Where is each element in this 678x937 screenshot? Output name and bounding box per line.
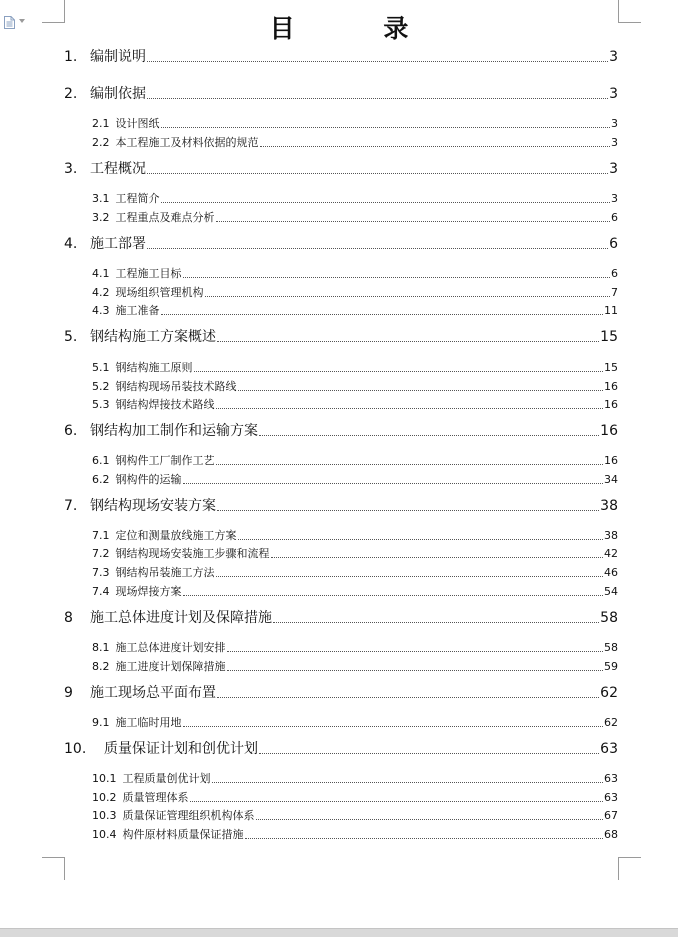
toc-entry-label xyxy=(92,454,215,468)
toc-entry-number: 10.3 xyxy=(92,809,117,822)
toc-page-number: 63 xyxy=(604,791,618,804)
toc-dot-leader xyxy=(259,434,599,436)
toc-entry-label xyxy=(92,398,215,412)
toc-dot-leader xyxy=(216,575,604,577)
toc-subentry[interactable] xyxy=(64,304,618,318)
toc-page-number: 7 xyxy=(611,286,618,299)
toc-subentry[interactable] xyxy=(64,267,618,281)
toc-entry-number: 10.1 xyxy=(92,772,117,785)
toc-entry-number: 7.2 xyxy=(92,547,110,560)
toc-entry-text: 定位和测量放线施工方案 xyxy=(115,529,237,542)
toc-entry-label xyxy=(64,740,258,758)
toc-entry-text: 钢结构加工制作和运输方案 xyxy=(90,423,258,439)
toc-subentry[interactable] xyxy=(64,828,618,842)
toc-entry-number: 5. xyxy=(64,329,78,345)
toc-page-number: 16 xyxy=(604,380,618,393)
toc-entry-label xyxy=(92,772,211,786)
toc-page-number: 3 xyxy=(611,192,618,205)
toc-entry-number: 7.1 xyxy=(92,529,110,542)
toc-entry-label xyxy=(92,267,182,281)
toc-page-number: 16 xyxy=(604,398,618,411)
toc-entry-number: 3.2 xyxy=(92,211,110,224)
toc-entry-text: 钢结构施工方案概述 xyxy=(90,329,216,345)
toc-heading-entry[interactable] xyxy=(64,497,618,515)
toc-subentry[interactable] xyxy=(64,211,618,225)
toc-entry-number: 3. xyxy=(64,161,78,177)
toc-subentry[interactable] xyxy=(64,286,618,300)
margin-corner-bottom-left xyxy=(42,857,65,880)
toc-page-number: 38 xyxy=(600,498,618,514)
toc-entry-number: 4.3 xyxy=(92,304,110,317)
toc-entry-label xyxy=(92,547,270,561)
toc-entry-text: 施工现场总平面布置 xyxy=(90,685,216,701)
toc-dot-leader xyxy=(212,781,604,783)
toc-subentry[interactable] xyxy=(64,473,618,487)
toc-entry-number: 5.2 xyxy=(92,380,110,393)
toc-entry-text: 编制说明 xyxy=(90,49,146,65)
toc-entry-text: 施工准备 xyxy=(115,304,160,317)
toc-entry-label xyxy=(92,566,215,580)
toc-entry-number: 4. xyxy=(64,236,78,252)
toc-entry-number: 8.2 xyxy=(92,660,110,673)
toc-subentry[interactable] xyxy=(64,791,618,805)
toc-dot-leader xyxy=(217,696,599,698)
toc-entry-label xyxy=(64,160,146,178)
toc-entry-label xyxy=(64,497,216,515)
toc-page-number: 15 xyxy=(604,361,618,374)
toc-heading-entry[interactable] xyxy=(64,85,618,103)
toc-entry-number: 4.1 xyxy=(92,267,110,280)
toc-page-number: 6 xyxy=(611,267,618,280)
toc-entry-label xyxy=(92,192,160,206)
toc-entry-text: 施工进度计划保障措施 xyxy=(115,660,226,673)
toc-entry-number: 6.2 xyxy=(92,473,110,486)
toc-entry-label xyxy=(92,716,182,730)
toc-entry-number: 10.4 xyxy=(92,828,117,841)
toc-subentry[interactable] xyxy=(64,136,618,150)
toc-page-number: 68 xyxy=(604,828,618,841)
toc-entry-text: 工程重点及难点分析 xyxy=(115,211,215,224)
toc-entry-label xyxy=(64,85,146,103)
toc-entry-text: 本工程施工及材料依据的规范 xyxy=(115,136,259,149)
toc-page-number: 16 xyxy=(604,454,618,467)
toc-dot-leader xyxy=(147,172,608,174)
toc-dot-leader xyxy=(227,650,604,652)
toc-entry-label xyxy=(92,473,182,487)
toc-page-number: 62 xyxy=(600,685,618,701)
toc-entry-text: 钢结构施工原则 xyxy=(115,361,193,374)
toc-entry-number: 10. xyxy=(64,741,87,757)
toc-entry-label xyxy=(92,361,193,375)
toc-page-number: 42 xyxy=(604,547,618,560)
toc-dot-leader xyxy=(147,60,608,62)
toc-subentry[interactable] xyxy=(64,641,618,655)
toc-entry-text: 现场组织管理机构 xyxy=(115,286,204,299)
toc-entry-text: 钢结构现场安装方案 xyxy=(90,498,216,514)
toc-entry-number: 7.3 xyxy=(92,566,110,579)
toc-entry-text: 质量管理体系 xyxy=(122,791,189,804)
toc-entry-label xyxy=(64,609,272,627)
toc-entry-label xyxy=(64,235,146,253)
toc-entry-number: 10.2 xyxy=(92,791,117,804)
toc-entry-number: 3.1 xyxy=(92,192,110,205)
toc-entry-label xyxy=(92,791,189,805)
toc-page-number: 6 xyxy=(609,236,618,252)
toc-page-number: 3 xyxy=(611,117,618,130)
toc-subentry[interactable] xyxy=(64,398,618,412)
toc-subentry[interactable] xyxy=(64,380,618,394)
toc-heading-entry[interactable] xyxy=(64,235,618,253)
toc-page-number: 16 xyxy=(600,423,618,439)
toc-entry-label xyxy=(92,286,204,300)
toc-heading-entry[interactable] xyxy=(64,422,618,440)
toc-entry-number: 4.2 xyxy=(92,286,110,299)
toc-page-number: 54 xyxy=(604,585,618,598)
toc-dot-leader xyxy=(161,201,611,203)
toc-subentry[interactable] xyxy=(64,716,618,730)
toc-entry-text: 构件原材料质量保证措施 xyxy=(122,828,244,841)
toc-dot-leader xyxy=(161,313,604,315)
toc-heading-entry[interactable] xyxy=(64,684,618,702)
toc-page-number: 58 xyxy=(604,641,618,654)
toc-page-number: 63 xyxy=(604,772,618,785)
toc-page-number: 3 xyxy=(609,161,618,177)
toc-entry-label xyxy=(92,809,255,823)
toc-heading-entry[interactable] xyxy=(64,48,618,66)
toc-entry-label xyxy=(92,660,226,674)
toc-dot-leader xyxy=(259,752,599,754)
toc-page-number: 58 xyxy=(600,610,618,626)
toc-entry-label xyxy=(92,304,160,318)
toc-heading-entry[interactable] xyxy=(64,609,618,627)
toc-dot-leader xyxy=(217,509,599,511)
toc-entry-text: 施工部署 xyxy=(90,236,146,252)
toc-entry-number: 5.3 xyxy=(92,398,110,411)
toc-page-number: 46 xyxy=(604,566,618,579)
toc-entry-label xyxy=(92,117,160,131)
toc-dot-leader xyxy=(183,276,611,278)
toc-entry-text: 工程施工目标 xyxy=(115,267,182,280)
toc-dot-leader xyxy=(183,482,604,484)
toc-dot-leader xyxy=(216,463,604,465)
toc-entry-text: 编制依据 xyxy=(90,86,146,102)
toc-page-number: 3 xyxy=(609,49,618,65)
toc-subentry[interactable] xyxy=(64,585,618,599)
toc-dot-leader xyxy=(227,669,604,671)
toc-subentry[interactable] xyxy=(64,772,618,786)
toc-entry-text: 工程简介 xyxy=(115,192,160,205)
toc-page-number: 34 xyxy=(604,473,618,486)
toc-heading-entry[interactable] xyxy=(64,160,618,178)
toc-dot-leader xyxy=(147,247,608,249)
toc-subentry[interactable] xyxy=(64,117,618,131)
page-title: 目 录 xyxy=(269,14,449,43)
toc-entry-number: 9 xyxy=(64,685,73,701)
toc-entry-text: 工程概况 xyxy=(90,161,146,177)
toc-entry-label xyxy=(64,48,146,66)
toc-entry-number: 7. xyxy=(64,498,78,514)
toc-dot-leader xyxy=(273,621,599,623)
toc-dot-leader xyxy=(205,295,611,297)
toc-entry-number: 9.1 xyxy=(92,716,110,729)
toc-entry-text: 施工总体进度计划及保障措施 xyxy=(90,610,272,626)
toc-entry-label xyxy=(64,684,216,702)
toc-entry-label xyxy=(64,328,216,346)
margin-corner-bottom-right xyxy=(618,857,641,880)
toc-dot-leader xyxy=(194,370,604,372)
toc-dot-leader xyxy=(183,725,604,727)
toc-page-number: 6 xyxy=(611,211,618,224)
toc-page-number: 62 xyxy=(604,716,618,729)
toc-dot-leader xyxy=(271,556,604,558)
toc-entry-text: 钢结构现场安装施工步骤和流程 xyxy=(115,547,270,560)
toc-entry-text: 质量保证计划和创优计划 xyxy=(104,741,258,757)
toc-dot-leader xyxy=(216,220,611,222)
toc-entry-text: 钢构件工厂制作工艺 xyxy=(115,454,215,467)
toc-entry-text: 工程质量创优计划 xyxy=(122,772,211,785)
toc-dot-leader xyxy=(238,389,604,391)
toc-subentry[interactable] xyxy=(64,361,618,375)
toc-heading-entry[interactable] xyxy=(64,328,618,346)
toc-page-number: 63 xyxy=(600,741,618,757)
toc-dot-leader xyxy=(217,340,599,342)
toc-entry-number: 8 xyxy=(64,610,73,626)
toc-page-number: 11 xyxy=(604,304,618,317)
toc-entry-number: 5.1 xyxy=(92,361,110,374)
toc-page-number: 67 xyxy=(604,809,618,822)
toc-entry-label xyxy=(92,828,244,842)
toc-entry-label xyxy=(92,529,237,543)
toc-dot-leader xyxy=(216,407,604,409)
toc-entry-text: 设计图纸 xyxy=(115,117,160,130)
toc-page-number: 59 xyxy=(604,660,618,673)
toc-entry-text: 钢结构焊接技术路线 xyxy=(115,398,215,411)
toc-subentry[interactable] xyxy=(64,547,618,561)
toc-dot-leader xyxy=(161,126,611,128)
toc-entry-text: 质量保证管理组织机构体系 xyxy=(122,809,255,822)
toc-entry-number: 7.4 xyxy=(92,585,110,598)
toc-entry-label xyxy=(92,136,259,150)
toc-dot-leader xyxy=(260,145,611,147)
toc-entry-number: 1. xyxy=(64,49,78,65)
toc-subentry[interactable] xyxy=(64,809,618,823)
toc-dot-leader xyxy=(256,818,604,820)
toc-entry-label xyxy=(92,641,226,655)
toc-entry-label xyxy=(92,211,215,225)
toc-entry-number: 2. xyxy=(64,86,78,102)
toc-entry-text: 现场焊接方案 xyxy=(115,585,182,598)
toc-dot-leader xyxy=(190,800,604,802)
toc-entry-number: 2.2 xyxy=(92,136,110,149)
toc-subentry[interactable] xyxy=(64,529,618,543)
toc-dot-leader xyxy=(238,538,604,540)
toc-subentry[interactable] xyxy=(64,566,618,580)
toc-entry-label xyxy=(92,380,237,394)
toc-entry-text: 施工临时用地 xyxy=(115,716,182,729)
toc-subentry[interactable] xyxy=(64,660,618,674)
toc-entry-number: 6. xyxy=(64,423,78,439)
toc-entry-number: 6.1 xyxy=(92,454,110,467)
toc-page-number: 15 xyxy=(600,329,618,345)
toc-entry-label xyxy=(92,585,182,599)
toc-entry-text: 钢结构吊装施工方法 xyxy=(115,566,215,579)
toc-page-number: 38 xyxy=(604,529,618,542)
toc-entry-number: 2.1 xyxy=(92,117,110,130)
toc-entry-number: 8.1 xyxy=(92,641,110,654)
toc-entry-text: 钢构件的运输 xyxy=(115,473,182,486)
toc-entry-label xyxy=(64,422,258,440)
toc-page-number: 3 xyxy=(611,136,618,149)
toc-page-number: 3 xyxy=(609,86,618,102)
toc-heading-entry[interactable] xyxy=(64,740,618,758)
toc-subentry[interactable] xyxy=(64,454,618,468)
toc-entry-text: 施工总体进度计划安排 xyxy=(115,641,226,654)
toc-dot-leader xyxy=(245,837,604,839)
toc-dot-leader xyxy=(147,97,608,99)
toc-subentry[interactable] xyxy=(64,192,618,206)
toc-entry-text: 钢结构现场吊装技术路线 xyxy=(115,380,237,393)
toc-dot-leader xyxy=(183,594,604,596)
